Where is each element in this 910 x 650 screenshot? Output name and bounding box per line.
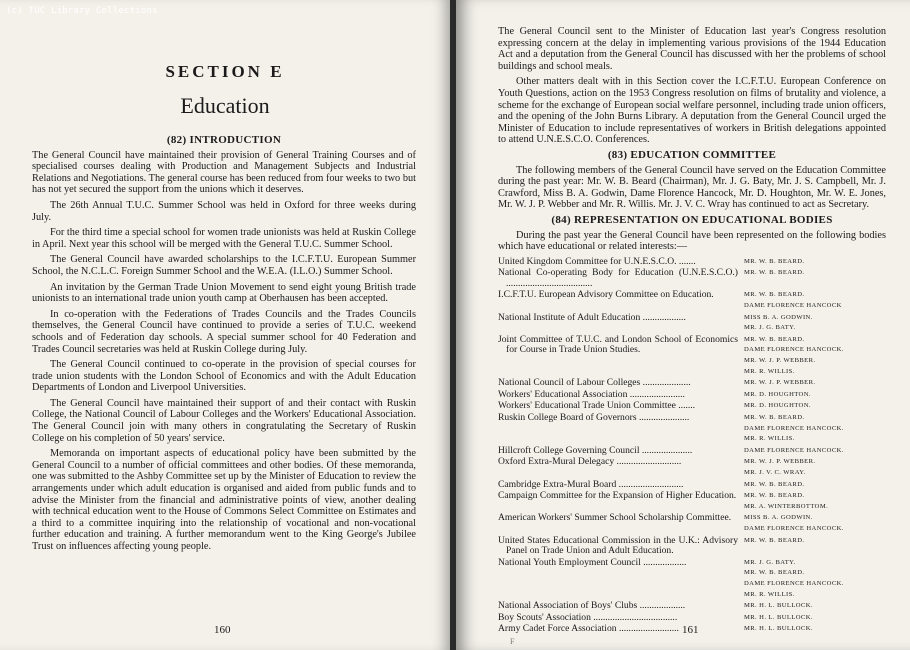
representation-list xyxy=(498,257,886,635)
committee-text: The following members of the General Council have served on the Education Committee during the past year: Mr. W. B. Beard (Chairman), Mr. J. G. Baty, Mr. J. S. Campbell, Mr. J. Crawford, Miss B. A. Godwin, Dame Florence Hancock, Mr. D. Houghton, Mr. W. E. Jones, Mr. W. J. P. Webber and Mr. R. Willis. Mr. J. V. C. Wray has continued to act as Secretary. xyxy=(498,164,886,211)
representative-name: MR. W. B. BEARD. xyxy=(744,536,805,544)
body-name: Campaign Committee for the Expansion of Higher Education. xyxy=(498,490,737,502)
representative-name: DAME FLORENCE HANCOCK. xyxy=(744,346,844,354)
representatives xyxy=(738,601,886,612)
representation-row xyxy=(498,335,886,377)
representation-row xyxy=(498,513,886,534)
paragraph: Other matters dealt with in this Section cover the I.C.F.T.U. European Conference on Youth Questions, action on the 1953 Congress resolution on films of brutality and violence, a scheme for the exchange of European social welfare personnel, including trade union officers, and the opening of the John Burns Library. A deputation from the General Council urged the Minister of Education to include representatives of workers in British delegations appointed to attend U.N.E.S.C.O. Conferences. xyxy=(498,76,886,146)
paragraph: For the third time a special school for women trade unionists was held at Ruskin College in April. Next year this school will be merged with the General T.U.C. Summer School. xyxy=(32,227,416,250)
paragraph: The General Council have awarded scholarships to the I.C.F.T.U. European Summer School, the N.C.L.C. Foreign Summer School and the W.E.A. (I.L.O.) Summer School. xyxy=(32,254,416,277)
representative-name: MR. W. B. BEARD. xyxy=(744,569,805,577)
representation-row xyxy=(498,313,886,334)
representation-intro: During the past year the General Council have been represented on the following bodies which have educational or related interests:— xyxy=(498,229,886,253)
intro-heading: (82) INTRODUCTION xyxy=(166,134,282,146)
representatives xyxy=(738,401,886,412)
representation-row xyxy=(498,390,886,401)
representatives xyxy=(738,257,886,268)
representative-name: MISS B. A. GODWIN. xyxy=(744,514,813,522)
left-column xyxy=(32,132,416,557)
representative-name: MR. A. WINTERBOTTOM. xyxy=(744,502,829,510)
right-page xyxy=(456,0,910,650)
representation-heading: (84) REPRESENTATION ON EDUCATIONAL BODIES xyxy=(551,213,833,226)
body-name: National Co-operating Body for Education (U.N.E.S.C.O.) .................................... xyxy=(498,267,738,289)
representatives xyxy=(738,558,886,600)
representative-name: MR. H. L. BULLOCK. xyxy=(744,602,813,610)
body-name: American Workers' Summer School Scholarship Committee. xyxy=(498,512,732,524)
representatives xyxy=(738,446,886,457)
representatives xyxy=(738,624,886,635)
representatives xyxy=(738,480,886,491)
representative-name: MR. J. G. BATY. xyxy=(744,324,796,332)
representation-row xyxy=(498,290,886,311)
body-name: United Kingdom Committee for U.N.E.S.C.O. ....... xyxy=(498,255,696,267)
representative-name: MR. H. L. BULLOCK. xyxy=(744,613,813,621)
representatives xyxy=(738,290,886,311)
representative-name: MR. W. B. BEARD. xyxy=(744,291,805,299)
representative-name: MR. W. J. P. WEBBER. xyxy=(744,458,816,466)
representative-name: MR. R. WILLIS. xyxy=(744,367,795,375)
body-name: Ruskin College Board of Governors ..................... xyxy=(498,412,690,423)
signature-mark: F xyxy=(510,637,515,646)
representative-name: MR. J. V. C. WRAY. xyxy=(744,468,806,476)
representatives xyxy=(738,536,886,547)
representative-name: MR. W. B. BEARD. xyxy=(744,492,805,500)
representation-row xyxy=(498,480,886,491)
representation-row xyxy=(498,613,886,624)
representative-name: MR. D. HOUGHTON. xyxy=(744,402,811,410)
body-name: National Youth Employment Council .................. xyxy=(498,556,687,568)
body-name: National Association of Boys' Clubs ................... xyxy=(498,600,686,612)
left-page xyxy=(0,0,450,650)
representative-name: MR. R. WILLIS. xyxy=(744,435,795,443)
representatives xyxy=(738,457,886,478)
intro-paragraphs xyxy=(32,150,416,553)
representation-row xyxy=(498,457,886,478)
paragraph: The General Council continued to co-operate in the provision of special courses for trade union students with the London School of Economics and with the Adult Education Departments of London and Liverpool Universities. xyxy=(32,359,416,394)
paragraph: The General Council have maintained their support of and their contact with Ruskin College, the National Council of Labour Colleges and the Workers' Educational Association. The General Council join with many others in congratulating the Secretary of Ruskin College on his completion of 50 years' service. xyxy=(32,397,416,444)
body-name: Hillcroft College Governing Council ..................... xyxy=(498,444,693,456)
page-number: 161 xyxy=(682,624,699,636)
representatives xyxy=(738,390,886,401)
representatives xyxy=(738,513,886,534)
representation-row xyxy=(498,446,886,457)
paragraph: The 26th Annual T.U.C. Summer School was held in Oxford for three weeks during July. xyxy=(32,199,416,223)
body-name: Workers' Educational Association ....................... xyxy=(498,388,685,400)
representatives xyxy=(738,335,886,377)
body-name: Cambridge Extra-Mural Board ........................... xyxy=(498,478,684,490)
representative-name: MR. H. L. BULLOCK. xyxy=(744,625,813,633)
body-name: National Council of Labour Colleges .................... xyxy=(498,377,691,389)
paragraph: The General Council have maintained their provision of General Training Courses and of specialised courses dealing with Production and Management Subjects and Industrial Relations and Negotiations. The general course has been reduced from four weeks to two but has not yet secured the support from the unions which it deserves. xyxy=(32,149,416,196)
representative-name: MR. W. B. BEARD. xyxy=(744,335,805,343)
representation-row xyxy=(498,378,886,389)
body-name: National Institute of Adult Education .................. xyxy=(498,311,686,323)
body-name: Boy Scouts' Association ................................... xyxy=(498,611,678,623)
representative-name: MISS B. A. GODWIN. xyxy=(744,313,813,321)
representation-row xyxy=(498,536,886,557)
page-number: 160 xyxy=(214,624,231,636)
representation-row xyxy=(498,268,886,289)
paragraph: An invitation by the German Trade Union Movement to send eight young British trade unionists to an international trade union youth camp at Oberhausen has been accepted. xyxy=(32,281,416,305)
representation-row xyxy=(498,601,886,612)
representative-name: MR. W. B. BEARD. xyxy=(744,257,805,265)
body-name: Army Cadet Force Association ......................... xyxy=(498,623,679,635)
representatives xyxy=(738,378,886,389)
representatives xyxy=(738,491,886,512)
representative-name: DAME FLORENCE HANCOCK. xyxy=(744,579,844,587)
representative-name: MR. W. B. BEARD. xyxy=(744,480,805,488)
body-name: I.C.F.T.U. European Advisory Committee on Education. xyxy=(498,289,714,301)
representatives xyxy=(738,268,886,279)
copyright-watermark: (c) TUC Library Collections xyxy=(6,6,158,16)
representatives xyxy=(738,413,886,445)
representative-name: MR. W. B. BEARD. xyxy=(744,414,805,421)
representative-name: DAME FLORENCE HANCOCK. xyxy=(744,446,844,454)
body-name: Oxford Extra-Mural Delegacy ........................... xyxy=(498,456,682,468)
paragraph: Memoranda on important aspects of educational policy have been submitted by the General Council to a number of official committees and other bodies. Of these memoranda, one was submitted to the Ashby Committee set up by the Minister of Education to review the arrangements under which adult education is organised and aided from public funds and to advise the Minister from the financial and administrative points of view, another dealing with technical education went to the House of Commons Select Committee on Estimates and a third to a committee inquiring into the relationship of vocational and non-vocational further education and training. A further memorandum went to the King George's Jubilee Trust on influences affecting young people. xyxy=(32,448,416,552)
right-column xyxy=(498,26,886,636)
continued-paragraphs xyxy=(498,26,886,146)
representative-name: MR. D. HOUGHTON. xyxy=(744,390,811,398)
committee-heading: (83) EDUCATION COMMITTEE xyxy=(607,148,777,161)
section-title: SECTION E xyxy=(165,62,285,81)
representatives xyxy=(738,313,886,334)
representation-row xyxy=(498,558,886,600)
representative-name: MR. W. B. BEARD. xyxy=(744,269,805,277)
body-name: Workers' Educational Trade Union Committee ....... xyxy=(498,400,696,412)
page-title: Education xyxy=(180,93,270,118)
representative-name: MR. W. J. P. WEBBER. xyxy=(744,357,816,365)
paragraph: The General Council sent to the Minister of Education last year's Congress resolution expressing concern at the delay in implementing various provisions of the 1944 Education Act and a deputation from the General Council has discussed with her the problems of school buildings and school meals. xyxy=(498,26,886,72)
representative-name: DAME FLORENCE HANCOCK xyxy=(744,302,842,310)
representative-name: DAME FLORENCE HANCOCK. xyxy=(744,424,844,432)
body-name: Joint Committee of T.U.C. and London School of Economics for Course in Trade Union Studies. xyxy=(498,333,738,356)
representation-row xyxy=(498,491,886,512)
representative-name: MR. R. WILLIS. xyxy=(744,590,795,598)
representative-name: MR. W. J. P. WEBBER. xyxy=(744,379,816,387)
paragraph: In co-operation with the Federations of Trades Councils and the Trades Councils themselves, the General Council have continued to provide a series of T.U.C. weekend schools and of Federation day schools. A special summer school for 40 Federation and Trades Council secretaries was held at Ruskin College during July. xyxy=(32,308,416,355)
representation-row xyxy=(498,413,886,445)
representatives xyxy=(738,613,886,624)
representation-row xyxy=(498,257,886,268)
body-name: United States Educational Commission in the U.K.: Advisory Panel on Trade Union and Adult Education. xyxy=(498,534,738,557)
representative-name: DAME FLORENCE HANCOCK. xyxy=(744,524,844,532)
representation-row xyxy=(498,401,886,412)
representative-name: MR. J. G. BATY. xyxy=(744,558,796,566)
